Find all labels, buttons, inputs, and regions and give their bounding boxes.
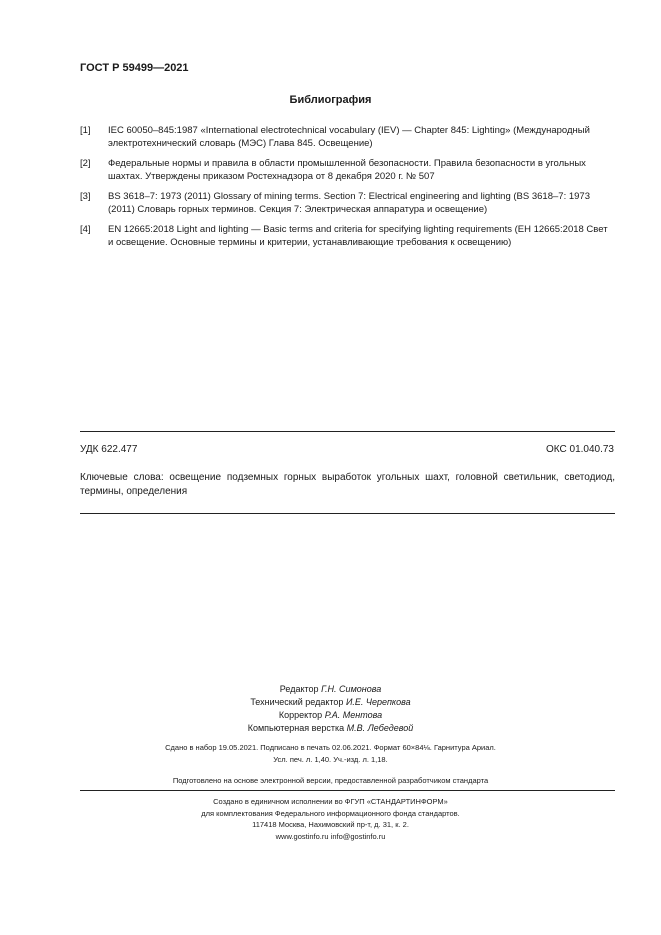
udk-code: УДК 622.477 <box>80 444 138 455</box>
credit-line <box>0 722 661 735</box>
publisher-line: 117418 Москва, Нахимовский пр-т, д. 31, к. 2. <box>252 820 409 829</box>
credit-role: Компьютерная верстка <box>247 723 345 733</box>
divider-bottom <box>80 513 615 514</box>
reference-number: [1] <box>80 125 91 136</box>
keywords: Ключевые слова: освещение подземных горных выработок угольных шахт, головной светильник, светодиод, термины, определения <box>80 472 615 497</box>
credit-line <box>0 696 661 709</box>
imprint-line: Усл. печ. л. 1,40. Уч.-изд. л. 1,18. <box>273 755 388 764</box>
reference-item <box>80 191 615 216</box>
divider-top <box>80 431 615 432</box>
section-title: Библиография <box>289 94 372 106</box>
reference-item <box>80 158 615 183</box>
credits <box>0 683 661 735</box>
credit-name: Г.Н. Симонова <box>321 684 382 694</box>
imprint-line: Сдано в набор 19.05.2021. Подписано в печать 02.06.2021. Формат 60×84⅛. Гарнитура Ариал. <box>165 743 496 752</box>
credit-role: Технический редактор <box>250 697 344 707</box>
credit-name: М.В. Лебедевой <box>346 723 414 733</box>
reference-number: [3] <box>80 191 91 202</box>
reference-item <box>80 125 615 150</box>
reference-number: [2] <box>80 158 91 169</box>
document-code: ГОСТ Р 59499—2021 <box>80 62 189 74</box>
imprint <box>0 742 661 766</box>
oks-code: ОКС 01.040.73 <box>546 444 614 455</box>
publisher-line: Создано в единичном исполнении во ФГУП «СТАНДАРТИНФОРМ» <box>213 797 448 806</box>
divider-publisher <box>80 790 615 791</box>
credit-line <box>0 709 661 722</box>
publisher-info <box>0 796 661 842</box>
credit-name: И.Е. Черепкова <box>345 697 411 707</box>
prepared-note: Подготовлено на основе электронной версии, предоставленной разработчиком стандарта <box>172 776 489 785</box>
reference-text: EN 12665:2018 Light and lighting — Basic terms and criteria for specifying lighting requirements (ЕН 12665:2018 Свет и освещение. Основные термины и критерии, устанавливающие требования к освещению) <box>108 224 608 248</box>
credit-role: Корректор <box>278 710 323 720</box>
reference-text: BS 3618–7: 1973 (2011) Glossary of mining terms. Section 7: Electrical engineering and lighting (BS 3618–7: 1973 (2011) Словарь горных терминов. Секция 7: Электрическая аппаратура и освещение) <box>108 191 590 215</box>
credit-line <box>0 683 661 696</box>
credit-role: Редактор <box>279 684 319 694</box>
reference-list <box>80 125 615 257</box>
publisher-line: www.gostinfo.ru info@gostinfo.ru <box>275 831 386 841</box>
credit-name: Р.А. Ментова <box>324 710 383 720</box>
reference-text: IEC 60050–845:1987 «International electrotechnical vocabulary (IEV) — Chapter 845: Lighting» (Международный электротехнический словарь (МЭС) Глава 845. Освещение) <box>108 125 590 149</box>
publisher-line: для комплектования Федерального информационного фонда стандартов. <box>201 808 460 818</box>
reference-item <box>80 224 615 249</box>
reference-text: Федеральные нормы и правила в области промышленной безопасности. Правила безопасности в угольных шахтах. Утверждены приказом Ростехнадзора от 8 декабря 2020 г. № 507 <box>108 158 586 182</box>
reference-number: [4] <box>80 224 91 235</box>
